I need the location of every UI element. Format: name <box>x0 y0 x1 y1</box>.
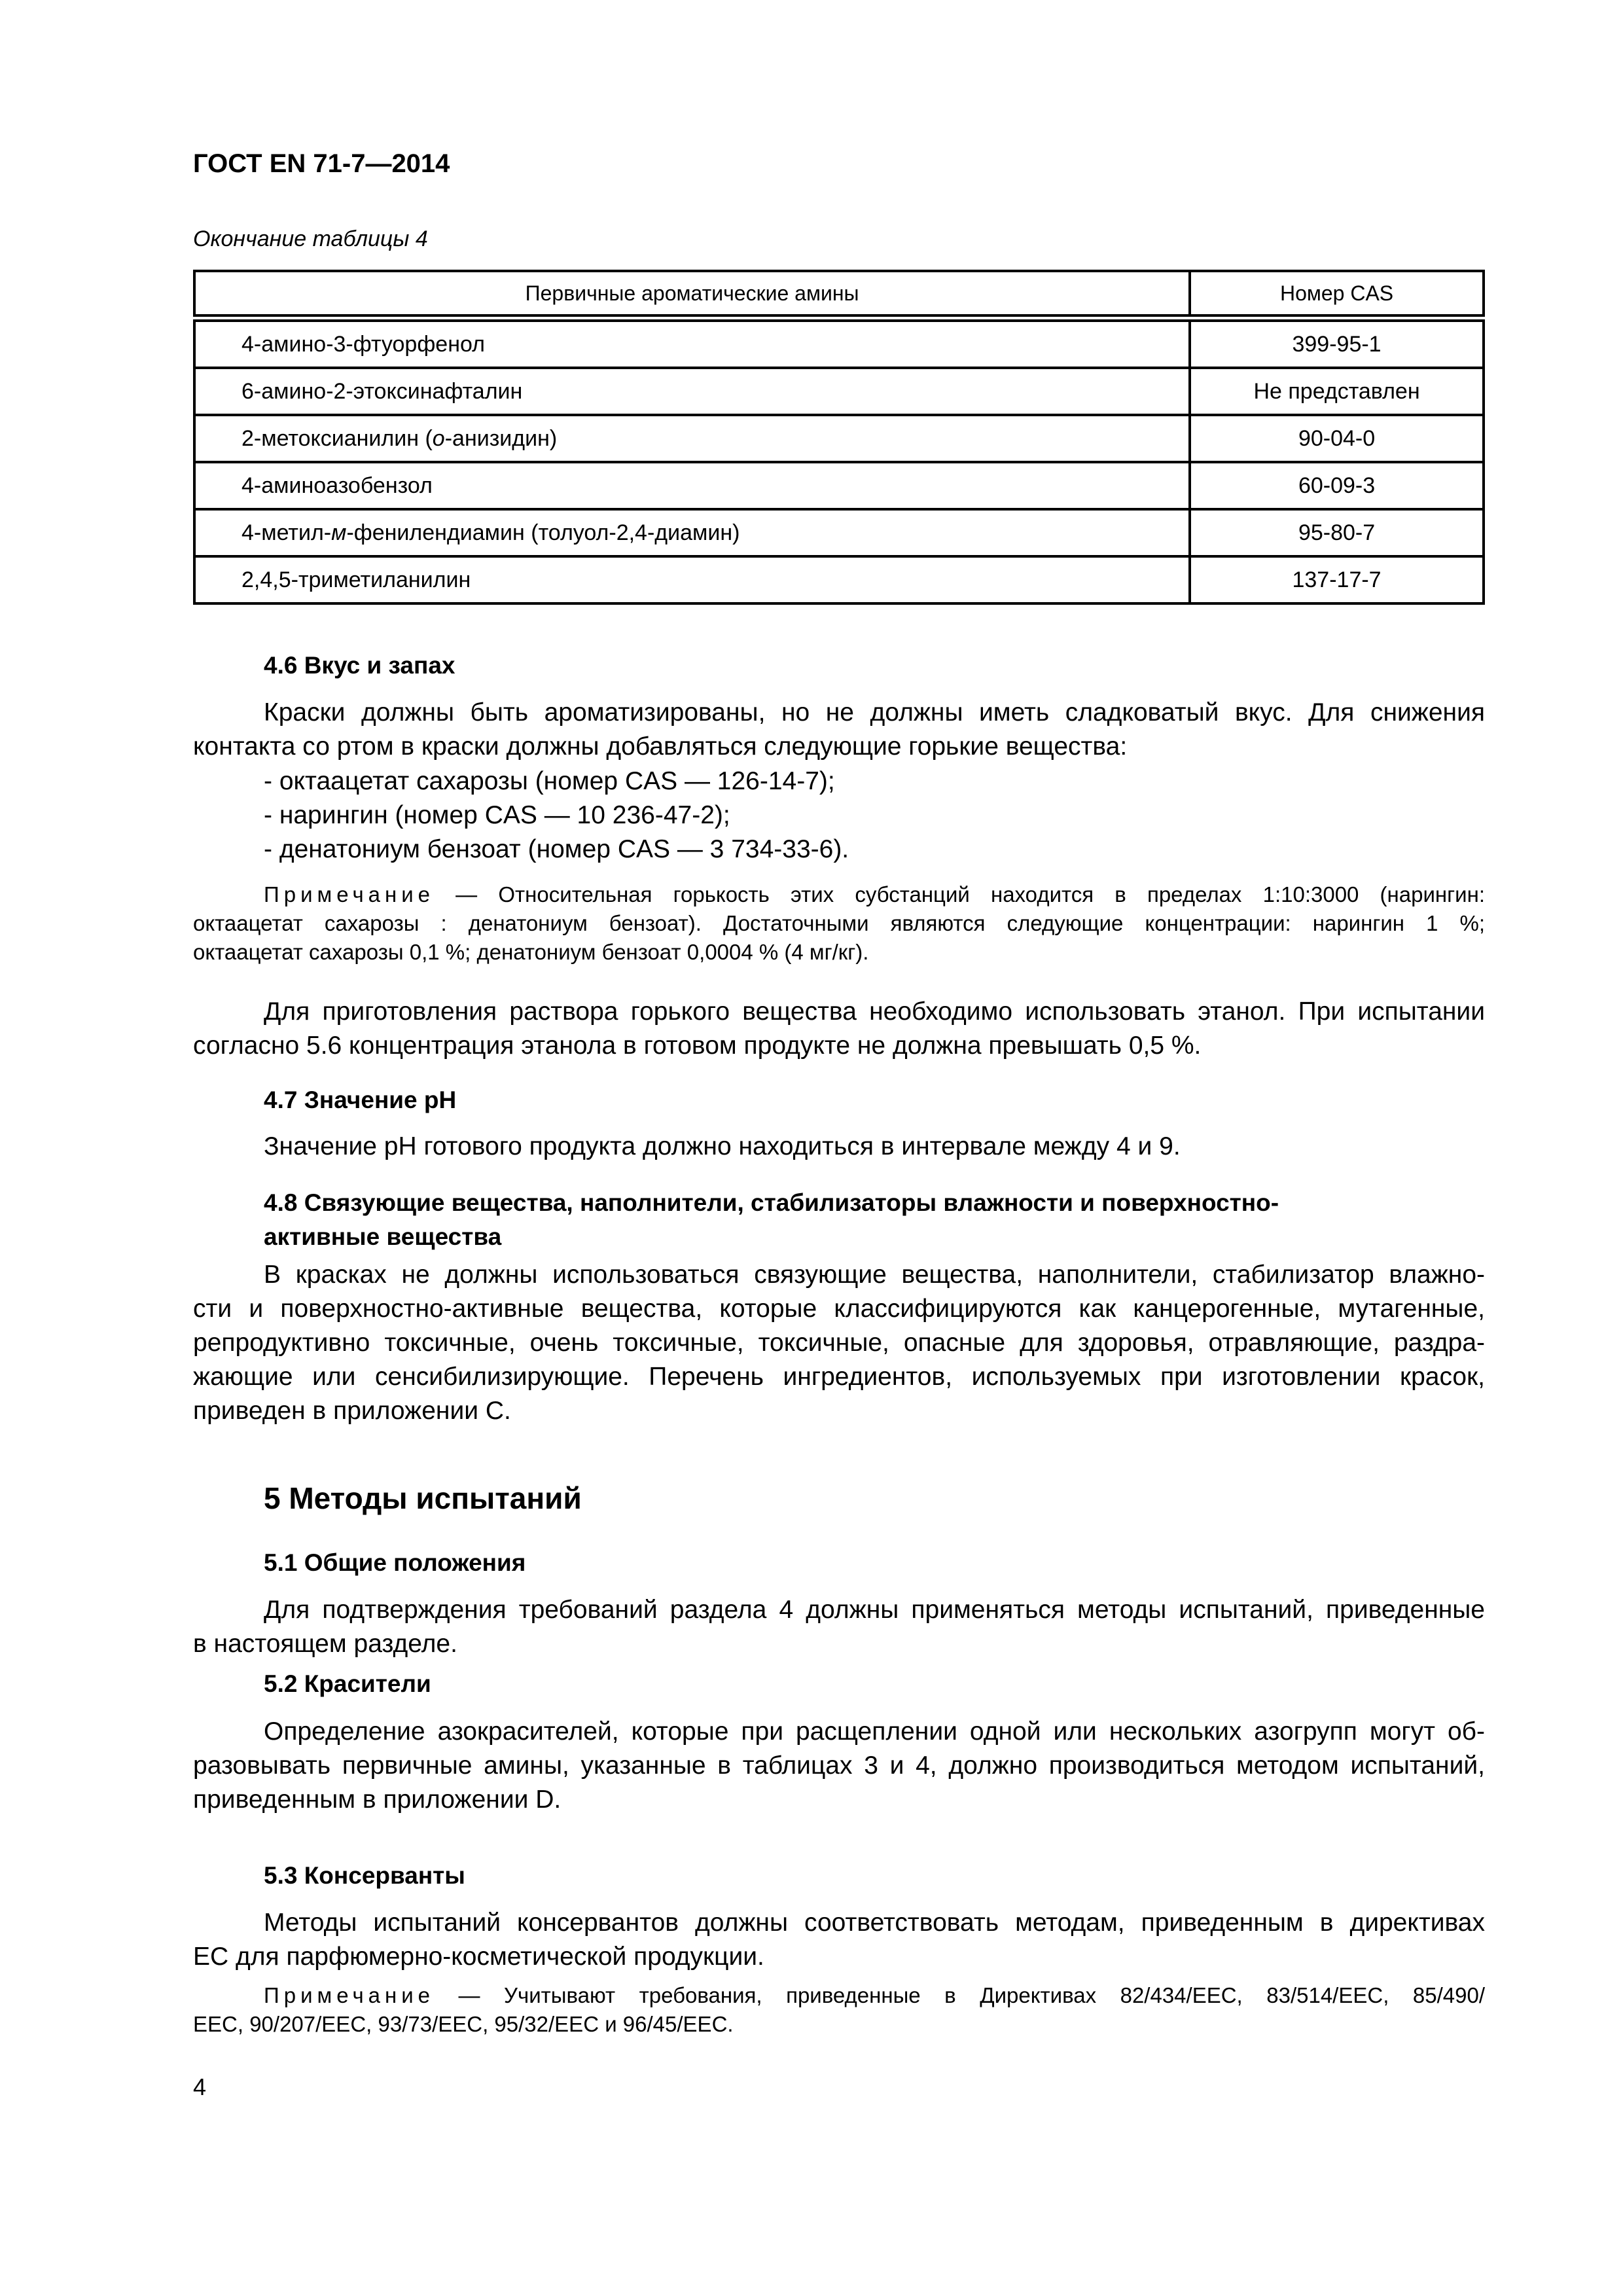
section-heading-4-6: 4.6 Вкус и запах <box>264 652 455 679</box>
amine-name: 4-амино-3-фтуорфенол <box>194 318 1190 368</box>
note-text: — Учитывают требования, приведенные в Директивах 82/434/EEC, 83/514/EEC, 85/490/ <box>435 1983 1485 2007</box>
section-heading-4-8 <box>264 1186 1279 1254</box>
bitter-substance-item: - октаацетат сахарозы (номер CAS — 126-14-7); <box>264 767 835 795</box>
amines-table <box>193 270 1485 605</box>
amine-name: 4-метил-м-фенилендиамин (толуол-2,4-диамин) <box>194 509 1190 556</box>
column-header-amine: Первичные ароматические амины <box>194 271 1190 318</box>
text-line: ЕС для парфюмерно-косметической продукции. <box>193 1943 764 1971</box>
text-line: EEC, 90/207/EEC, 93/73/EEC, 95/32/EEC и 96/45/EEC. <box>193 2012 734 2036</box>
table-row <box>194 368 1484 415</box>
note-label: Примечание <box>264 1983 435 2007</box>
text-line: октаацетат сахарозы : денатониум бензоат). Достаточными являются следующие концентрации: нарингин 1 %; <box>193 911 1485 935</box>
text-line: приведенным в приложении D. <box>193 1785 562 1814</box>
text-line: Определение азокрасителей, которые при расщеплении одной или нескольких азогрупп могут об- <box>264 1717 1485 1746</box>
table-caption: Окончание таблицы 4 <box>193 226 428 251</box>
heading-line: активные вещества <box>264 1223 502 1250</box>
text-line: в настоящем разделе. <box>193 1630 457 1658</box>
paragraph-4-6-ethanol <box>193 995 1485 1063</box>
text-line: разовывать первичные амины, указанные в таблицах 3 и 4, должно производиться методом испытаний, <box>193 1751 1485 1780</box>
amine-name: 6-амино-2-этоксинафталин <box>194 368 1190 415</box>
table-row <box>194 462 1484 509</box>
note-text: — Относительная горькость этих субстанций находится в пределах 1:10:3000 (нарингин: <box>435 882 1485 906</box>
column-header-cas: Номер CAS <box>1190 271 1484 318</box>
paragraph-4-7: Значение рН готового продукта должно находиться в интервале между 4 и 9. <box>264 1132 1181 1160</box>
amine-name: 4-аминоазобензол <box>194 462 1190 509</box>
text-line: октаацетат сахарозы 0,1 %; денатониум бензоат 0,0004 % (4 мг/кг). <box>193 940 869 964</box>
text-line: Краски должны быть ароматизированы, но не должны иметь сладковатый вкус. Для снижения <box>264 698 1485 726</box>
cas-number: 90-04-0 <box>1190 415 1484 462</box>
amine-name: 2,4,5-триметиланилин <box>194 556 1190 603</box>
paragraph-4-8 <box>193 1258 1485 1428</box>
cas-number: 60-09-3 <box>1190 462 1484 509</box>
table-row <box>194 509 1484 556</box>
cas-number: Не представлен <box>1190 368 1484 415</box>
table-row <box>194 415 1484 462</box>
amine-name: 2-метоксианилин (о-анизидин) <box>194 415 1190 462</box>
section-heading-5-2: 5.2 Красители <box>264 1670 431 1697</box>
cas-number: 399-95-1 <box>1190 318 1484 368</box>
text-line: Методы испытаний консервантов должны соответствовать методам, приведенным в директивах <box>264 1909 1485 1937</box>
bitter-substance-item: - нарингин (номер CAS — 10 236-47-2); <box>264 801 730 829</box>
paragraph-5-2 <box>193 1715 1485 1817</box>
note-label: Примечание <box>264 882 435 906</box>
text-line: сти и поверхностно-активные вещества, которые классифицируются как канцерогенные, мутагенные, <box>193 1295 1485 1323</box>
paragraph-4-6-intro <box>193 696 1485 764</box>
section-heading-5-1: 5.1 Общие положения <box>264 1549 526 1576</box>
text-line: В красках не должны использоваться связующие вещества, наполнители, стабилизатор влажно- <box>264 1261 1485 1289</box>
paragraph-5-1 <box>193 1593 1485 1661</box>
text-line: репродуктивно токсичные, очень токсичные, токсичные, опасные для здоровья, отравляющие, раздра- <box>193 1329 1485 1357</box>
note-5-3 <box>193 1981 1485 2039</box>
cas-number: 95-80-7 <box>1190 509 1484 556</box>
bitter-substance-item: - денатониум бензоат (номер CAS — 3 734-33-6). <box>264 835 849 863</box>
text-line: контакта со ртом в краски должны добавляться следующие горькие вещества: <box>193 732 1128 761</box>
page-number: 4 <box>193 2073 207 2100</box>
document-code: ГОСТ EN 71-7—2014 <box>193 149 450 178</box>
text-line <box>193 880 1485 909</box>
note-4-6 <box>193 880 1485 967</box>
section-heading-5: 5 Методы испытаний <box>264 1481 582 1515</box>
text-line: приведен в приложении С. <box>193 1397 511 1425</box>
cas-number: 137-17-7 <box>1190 556 1484 603</box>
section-heading-4-7: 4.7 Значение рН <box>264 1086 457 1113</box>
paragraph-5-3 <box>193 1906 1485 1974</box>
text-line: жающие или сенсибилизирующие. Перечень ингредиентов, используемых при изготовлении красок, <box>193 1363 1485 1391</box>
text-line: Для подтверждения требований раздела 4 должны применяться методы испытаний, приведенные <box>264 1596 1485 1624</box>
table-row <box>194 318 1484 368</box>
table-row <box>194 556 1484 603</box>
section-heading-5-3: 5.3 Консерванты <box>264 1862 465 1889</box>
heading-line: 4.8 Связующие вещества, наполнители, стабилизаторы влажности и поверхностно- <box>264 1189 1279 1216</box>
text-line: согласно 5.6 концентрация этанола в готовом продукте не должна превышать 0,5 %. <box>193 1031 1202 1060</box>
text-line: Для приготовления раствора горького вещества необходимо использовать этанол. При испытании <box>264 997 1485 1026</box>
table-header-row <box>194 271 1484 318</box>
text-line <box>193 1981 1485 2010</box>
